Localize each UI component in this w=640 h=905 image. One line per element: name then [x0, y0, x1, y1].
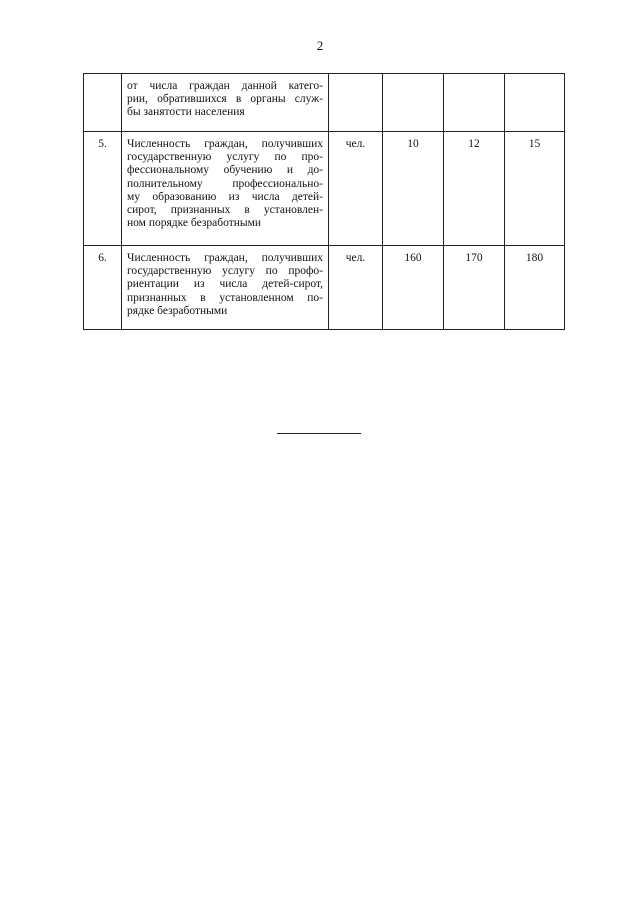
row-value-2: 12 [444, 132, 505, 246]
description-line: бы занятости населения [127, 106, 245, 119]
row-value-1: 10 [383, 132, 444, 246]
row-value-3: 15 [505, 132, 565, 246]
description-line: государственную услугу по профо- [127, 265, 323, 278]
row-number: 5. [84, 132, 122, 246]
page-number: 2 [316, 38, 324, 53]
description-line: полнительному профессионально- [127, 177, 323, 190]
row-value-3 [505, 74, 565, 132]
row-description [122, 132, 329, 246]
end-of-document-rule [277, 433, 361, 434]
description-line: Численность граждан, получивших [127, 138, 323, 150]
description-line: рии, обратившихся в органы служ- [127, 93, 323, 106]
row-value-2 [444, 74, 505, 132]
row-unit: чел. [329, 246, 383, 330]
description-line: государственную услугу по про- [127, 151, 323, 164]
row-description [122, 74, 329, 132]
table-row [84, 74, 565, 132]
row-value-2: 170 [444, 246, 505, 330]
row-unit [329, 74, 383, 132]
row-description [122, 246, 329, 330]
row-number: 6. [84, 246, 122, 330]
description-line: фессиональному обучению и до- [127, 164, 323, 177]
row-value-1: 160 [383, 246, 444, 330]
row-unit: чел. [329, 132, 383, 246]
description-line: риентации из числа детей-сирот, [127, 278, 323, 291]
description-line: му образованию из числа детей- [127, 190, 323, 203]
description-line: Численность граждан, получивших [127, 252, 323, 264]
row-value-1 [383, 74, 444, 132]
description-line: сирот, признанных в установлен- [127, 204, 323, 217]
description-line: ном порядке безработными [127, 217, 262, 230]
row-value-3: 180 [505, 246, 565, 330]
description-line: признанных в установленном по- [127, 291, 323, 304]
table-row [84, 246, 565, 330]
description-line: от числа граждан данной катего- [127, 80, 323, 92]
row-number [84, 74, 122, 132]
description-line: рядке безработными [127, 304, 228, 317]
indicators-table [83, 73, 565, 330]
table-row [84, 132, 565, 246]
